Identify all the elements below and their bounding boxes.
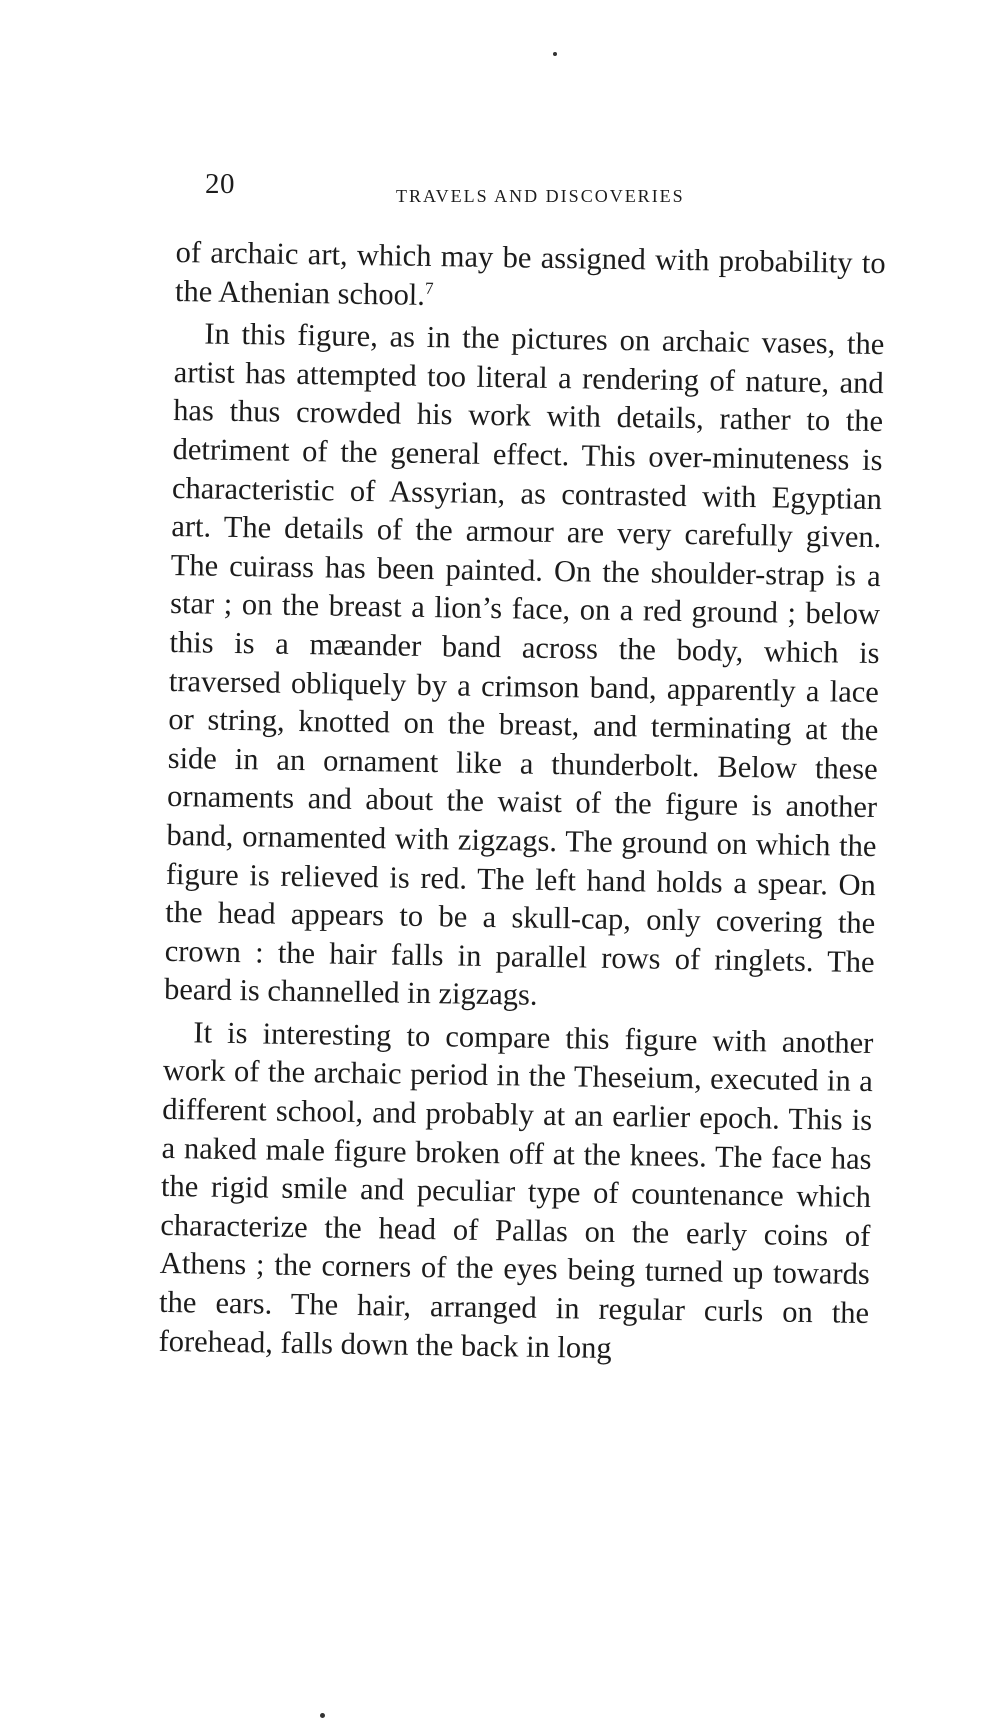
body-text bbox=[158, 233, 886, 1371]
ink-speck bbox=[320, 1713, 325, 1718]
ink-speck bbox=[553, 52, 557, 56]
paragraph-text: In this figure, as in the pictures on archaic vases, the artist has attempted too literal a rendering of nature, and has thus crowded his work with details, rather to the detriment of the general effect. This over-minuteness is characteristic of Assyrian, as contrasted with Egyptian art. The details of the armour are very carefully given. The cuirass has been painted. On the shoulder-strap is a star ; on the breast a lion’s face, on a red ground ; below this is a mæander band across the body, which is traversed obliquely by a crimson band, apparently a lace or string, knotted on the breast, and terminating at the side in an ornament like a thunderbolt. Below these ornaments and about the waist of the figure is another band, ornamented with zigzags. The ground on which the figure is relieved is red. The left hand holds a spear. On the head appears to be a skull-cap, only covering the crown : the hair falls in parallel rows of ringlets. The beard is channelled in zigzags. bbox=[163, 316, 885, 1013]
running-title: TRAVELS AND DISCOVERIES bbox=[396, 186, 685, 206]
paragraph-text: of archaic art, which may be assigned with probability to the Athenian school. bbox=[174, 234, 886, 312]
paragraph bbox=[164, 314, 885, 1020]
page-number: 20 bbox=[205, 168, 235, 200]
paragraph bbox=[175, 233, 886, 321]
paragraph-text: It is interesting to compare this figure with another work of the archaic period in the Theseium, executed in a different school, and probably at an earlier epoch. This is a naked male figure broken off at the knees. The face has the rigid smile and peculiar type of countenance which characterize the head of Pallas on the early coins of Athens ; the corners of the eyes being turned up towards the ears. The hair, arranged in regular curls on the forehead, falls down the back in long bbox=[158, 1015, 874, 1365]
paragraph bbox=[158, 1013, 873, 1371]
footnote-reference: 7 bbox=[424, 278, 434, 298]
